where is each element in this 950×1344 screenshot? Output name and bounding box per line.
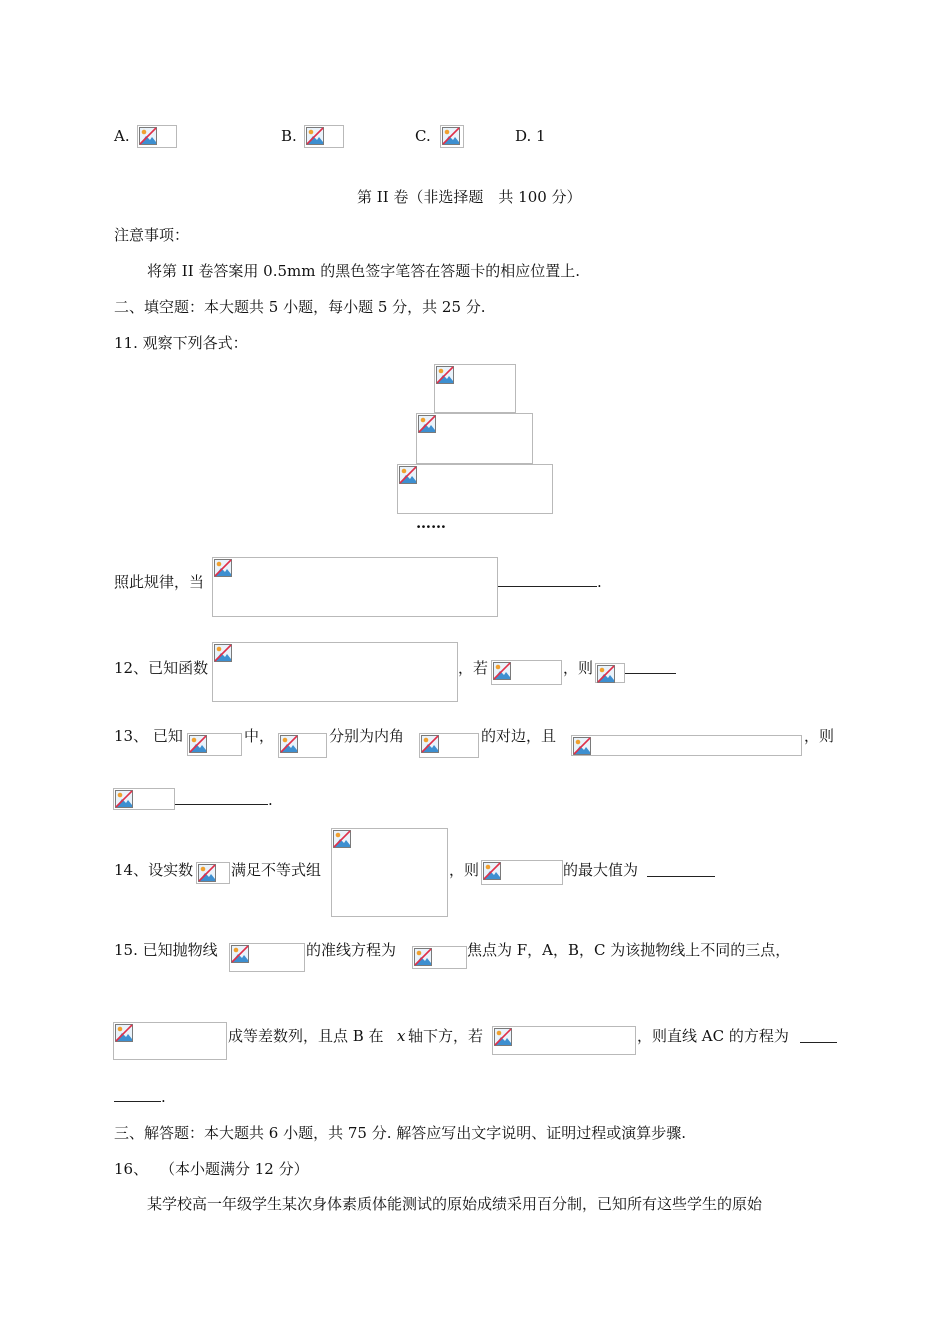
q15-parabola-formula [229, 943, 305, 972]
q12-condition-formula [491, 660, 562, 685]
notice-text: 将第 II 卷答案用 0.5mm 的黑色签字笔答在答题卡的相应位置上. [147, 262, 580, 280]
broken-image-icon [414, 948, 432, 966]
q12-answer-blank [625, 673, 676, 674]
q13-part-1: 13、 已知 [114, 727, 183, 745]
q13-period: . [268, 791, 273, 809]
q15-condition-formula [492, 1026, 636, 1055]
q13-angles-formula [419, 733, 479, 758]
broken-image-icon [198, 864, 216, 882]
broken-image-icon [493, 662, 511, 680]
q15-part-6: ，则直线 AC 的方程为 [637, 1027, 789, 1045]
q11-formula-3 [397, 464, 553, 514]
q13-triangle-formula [187, 733, 242, 756]
q15-directrix-formula [412, 946, 467, 969]
q11-formula-2 [416, 413, 533, 464]
broken-image-icon [115, 1024, 133, 1042]
q13-part-4: 的对边，且 [481, 727, 557, 745]
q15-period: . [161, 1088, 166, 1106]
broken-image-icon [214, 559, 232, 577]
q14-part-4: 的最大值为 [563, 861, 639, 879]
broken-image-icon [421, 735, 439, 753]
q13-target-formula [113, 788, 175, 810]
option-c-label: C. [415, 127, 431, 145]
q13-condition-formula [571, 735, 802, 756]
q12-target-formula [595, 663, 625, 683]
q13-part-5: ，则 [804, 727, 835, 745]
broken-image-icon [436, 366, 454, 384]
q11-answer-blank [498, 586, 597, 587]
q14-part-2: 满足不等式组 [231, 861, 322, 879]
broken-image-icon [483, 862, 501, 880]
section-ii-title: 第 II 卷（非选择题 共 100 分） [357, 188, 582, 206]
q14-part-3: ，则 [449, 861, 480, 879]
broken-image-icon [418, 415, 436, 433]
q15-part-4: 成等差数列，且点 B 在 [228, 1027, 384, 1045]
q11-formula-1 [434, 364, 516, 413]
q13-part-2: 中， [244, 727, 275, 745]
option-d-label: D. 1 [515, 127, 546, 145]
option-b-label: B. [281, 127, 297, 145]
option-c-image [440, 125, 464, 148]
q12-prefix: 12、已知函数 [114, 659, 209, 677]
q12-function-formula [212, 642, 458, 702]
q15-part-2: 的准线方程为 [306, 941, 397, 959]
broken-image-icon [573, 737, 591, 755]
q14-part-1: 14、设实数 [114, 861, 194, 879]
broken-image-icon [214, 644, 232, 662]
q13-answer-blank [175, 804, 268, 805]
q11-ellipsis: …… [416, 514, 446, 532]
q16-number: 16、 [114, 1160, 149, 1178]
q12-if: ，若 [458, 659, 489, 677]
q14-answer-blank [647, 876, 715, 877]
q15-part-3: 焦点为 F，A，B，C 为该抛物线上不同的三点， [467, 941, 791, 959]
option-b-image [304, 125, 344, 148]
q11-rule-prefix: 照此规律，当 [114, 573, 205, 591]
broken-image-icon [115, 790, 133, 808]
q15-x-variable: x [397, 1027, 406, 1045]
q16-text: 某学校高一年级学生某次身体素质体能测试的原始成绩采用百分制，已知所有这些学生的原始 [147, 1195, 763, 1213]
q15-part-5: 轴下方，若 [408, 1027, 484, 1045]
answer-section-heading: 三、解答题：本大题共 6 小题，共 75 分. 解答应写出文字说明、证明过程或演算步骤. [114, 1124, 687, 1142]
broken-image-icon [139, 127, 157, 145]
broken-image-icon [494, 1028, 512, 1046]
notice-label: 注意事项： [114, 226, 190, 244]
q15-answer-blank-line-1 [800, 1042, 837, 1043]
option-a-image [137, 125, 177, 148]
q12-then: ，则 [563, 659, 594, 677]
broken-image-icon [333, 830, 351, 848]
q15-sequence-formula [113, 1022, 227, 1060]
broken-image-icon [231, 945, 249, 963]
broken-image-icon [399, 466, 417, 484]
option-a-label: A. [114, 127, 130, 145]
q15-answer-blank-line-2 [114, 1101, 161, 1102]
q11-stem: 11. 观察下列各式： [114, 334, 248, 352]
q14-objective-formula [481, 860, 563, 885]
broken-image-icon [189, 735, 207, 753]
broken-image-icon [597, 665, 615, 683]
broken-image-icon [442, 127, 460, 145]
broken-image-icon [306, 127, 324, 145]
q13-part-3: 分别为内角 [329, 727, 405, 745]
broken-image-icon [280, 735, 298, 753]
q16-score: （本小题满分 12 分） [160, 1160, 309, 1178]
q14-variables-formula [196, 862, 230, 884]
q15-part-1: 15. 已知抛物线 [114, 941, 218, 959]
q14-inequality-system [331, 828, 448, 917]
fill-in-section-heading: 二、填空题：本大题共 5 小题，每小题 5 分，共 25 分. [114, 298, 486, 316]
q13-sides-formula [278, 733, 327, 758]
q11-rule-formula [212, 557, 498, 617]
q11-period: . [597, 573, 602, 591]
